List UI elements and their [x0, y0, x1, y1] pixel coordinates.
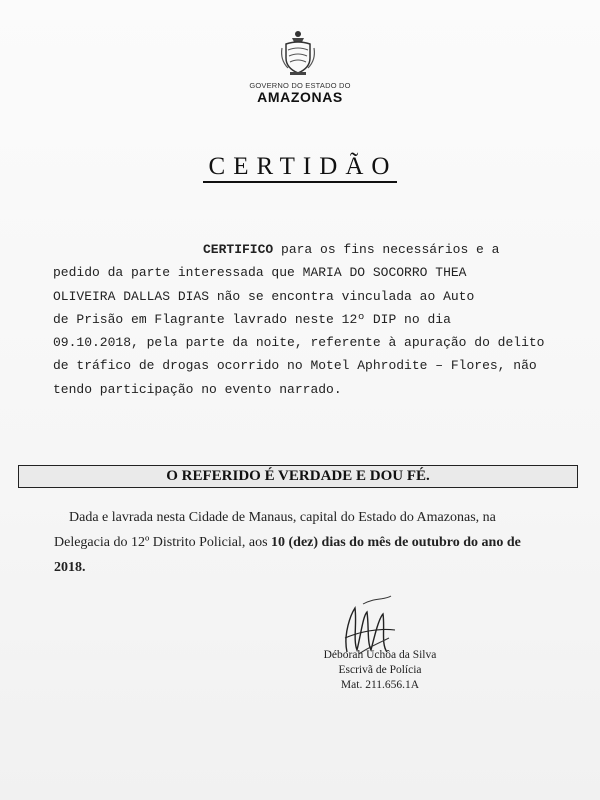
body-line: de tráfico de drogas ocorrido no Motel Aphrodite – Flores, não	[53, 358, 537, 374]
closing-date-bold: 10 (dez) dias do mês de outubro do ano de	[271, 535, 521, 550]
certificate-body	[53, 238, 565, 401]
body-line: tendo participação no evento narrado.	[53, 381, 342, 397]
letterhead	[0, 0, 600, 110]
closing-line	[54, 530, 584, 555]
body-line: OLIVEIRA DALLAS DIAS não se encontra vinculada ao Auto	[53, 288, 475, 304]
signatory-name: Déborah Uchôa da Silva	[323, 649, 437, 661]
closing-line: Dada e lavrada nesta Cidade de Manaus, capital do Estado do Amazonas, na	[69, 510, 496, 525]
title-text: CERTIDÃO	[203, 153, 398, 183]
signatory-role: Escrivã de Polícia	[338, 664, 422, 676]
closing-year: 2018.	[54, 560, 86, 575]
certifico-word: CERTIFICO	[203, 242, 274, 257]
coat-of-arms-icon	[278, 28, 318, 78]
verdict-box: O REFERIDO É VERDADE E DOU FÉ.	[18, 465, 578, 488]
closing-line	[54, 555, 584, 580]
body-line: 09.10.2018, pela parte da noite, referente à apuração do delito	[53, 335, 545, 351]
body-line-text: para os fins necessários e a	[273, 242, 500, 257]
body-line: de Prisão em Flagrante lavrado neste 12º DIP no dia	[53, 311, 451, 327]
state-name: AMAZONAS	[257, 89, 343, 105]
signature-block	[300, 648, 460, 693]
body-line	[53, 238, 565, 261]
government-line: GOVERNO DO ESTADO DO	[249, 81, 351, 90]
closing-line-text: Delegacia do 12º Distrito Policial, aos	[54, 535, 272, 550]
body-line: pedido da parte interessada que MARIA DO SOCORRO THEA	[53, 265, 467, 281]
document-title	[0, 153, 600, 181]
signatory-registration: Mat. 211.656.1A	[340, 679, 420, 691]
closing-paragraph	[54, 505, 584, 580]
